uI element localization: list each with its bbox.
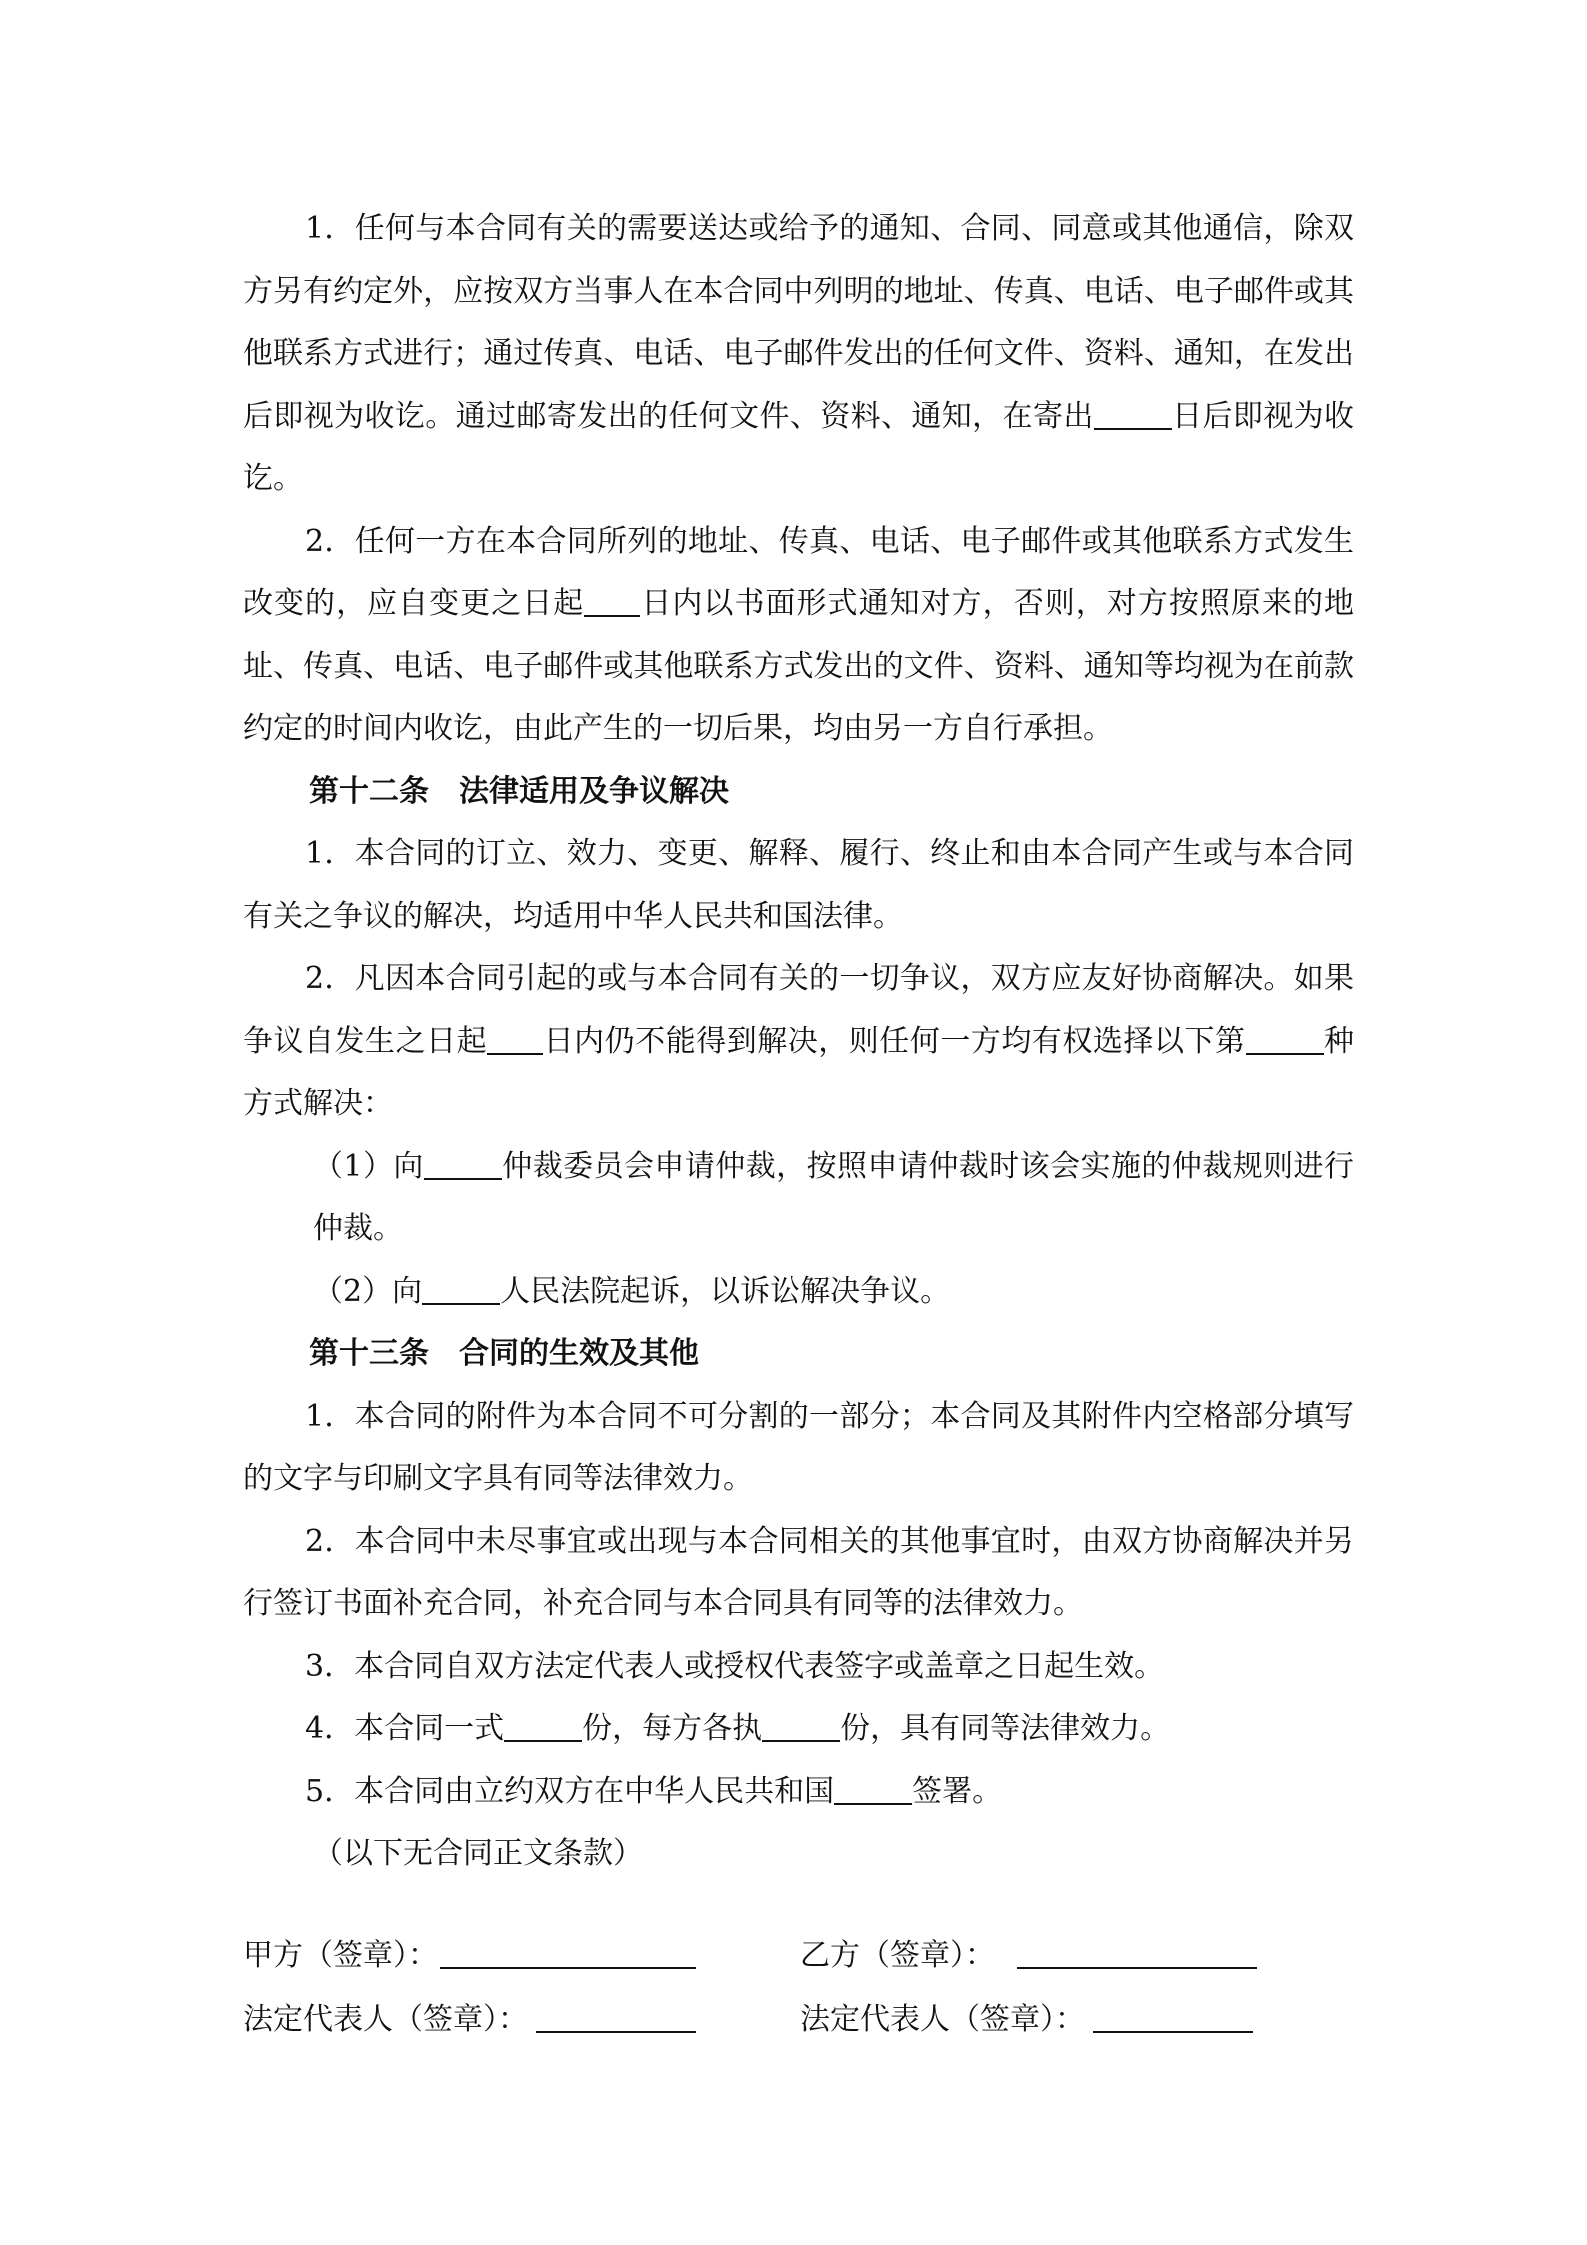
signature-line[interactable] [536, 2001, 696, 2033]
contract-body [243, 198, 1354, 1886]
blank-field[interactable] [487, 1023, 543, 1055]
signature-line[interactable] [1017, 1937, 1257, 1969]
blank-field[interactable] [422, 1273, 500, 1305]
article-12-heading: 第十二条 法律适用及争议解决 [309, 773, 729, 809]
clause-effect-3: 3．本合同自双方法定代表人或授权代表签字或盖章之日起生效。 [305, 1648, 1165, 1684]
blank-field[interactable] [1246, 1023, 1324, 1055]
blank-field[interactable] [834, 1773, 912, 1805]
blank-field[interactable] [1094, 398, 1172, 430]
signature-line[interactable] [440, 1937, 696, 1969]
article-13-heading: 第十三条 合同的生效及其他 [309, 1336, 699, 1371]
party-a-representative: 法定代表人（签章）： [243, 2000, 696, 2040]
blank-field[interactable] [584, 585, 640, 617]
blank-field[interactable] [424, 1148, 502, 1180]
party-b-representative: 法定代表人（签章）： [800, 2000, 1253, 2040]
clause-effect-5: 5．本合同由立约双方在中华人民共和国 签署。 [305, 1773, 1003, 1809]
clause-dispute-2: 2．凡因本合同引起的或与本合同有关的一切争议，双方应友好协商解决。如果争议自发生之日起 日内仍不能得到解决，则任何一方均有权选择以下第 种方式解决： [243, 961, 1355, 1121]
clause-effect-2: 2．本合同中未尽事宜或出现与本合同相关的其他事宜时，由双方协商解决并另行签订书面补充合同，补充合同与本合同具有同等的法律效力。 [243, 1523, 1354, 1621]
party-b-signature: 乙方（签章）： [800, 1936, 1257, 1976]
blank-field[interactable] [504, 1710, 582, 1742]
clause-effect-1: 1．本合同的附件为本合同不可分割的一部分；本合同及其附件内空格部分填写的文字与印刷文字具有同等法律效力。 [243, 1398, 1354, 1496]
end-of-text-note: （以下无合同正文条款） [313, 1836, 643, 1871]
party-a-signature: 甲方（签章）： [243, 1936, 696, 1976]
signature-line[interactable] [1093, 2001, 1253, 2033]
option-arbitration: （1）向 仲裁委员会申请仲裁，按照申请仲裁时该会实施的仲裁规则进行仲裁。 [313, 1148, 1354, 1246]
option-litigation: （2）向 人民法院起诉，以诉讼解决争议。 [313, 1273, 951, 1309]
clause-notice-2: 2．任何一方在本合同所列的地址、传真、电话、电子邮件或其他联系方式发生改变的，应自变更之日起 日内以书面形式通知对方，否则，对方按照原来的地址、传真、电话、电子邮件或其他联系方式发出的文件、资料、通知等均视为在前款约定的时间内收讫，由此产生的一切后果，均由另一方自行承担。 [243, 523, 1355, 746]
clause-law-1: 1．本合同的订立、效力、变更、解释、履行、终止和由本合同产生或与本合同有关之争议的解决，均适用中华人民共和国法律。 [243, 836, 1354, 934]
clause-notice-1: 1．任何与本合同有关的需要送达或给予的通知、合同、同意或其他通信，除双方另有约定外，应按双方当事人在本合同中列明的地址、传真、电话、电子邮件或其他联系方式进行；通过传真、电话、电子邮件发出的任何文件、资料、通知，在发出后即视为收讫。通过邮寄发出的任何文件、资料、通知，在寄出 日后即视为收讫。 [243, 211, 1355, 496]
clause-effect-4: 4．本合同一式 份，每方各执 份，具有同等法律效力。 [305, 1711, 1171, 1746]
blank-field[interactable] [762, 1710, 840, 1742]
